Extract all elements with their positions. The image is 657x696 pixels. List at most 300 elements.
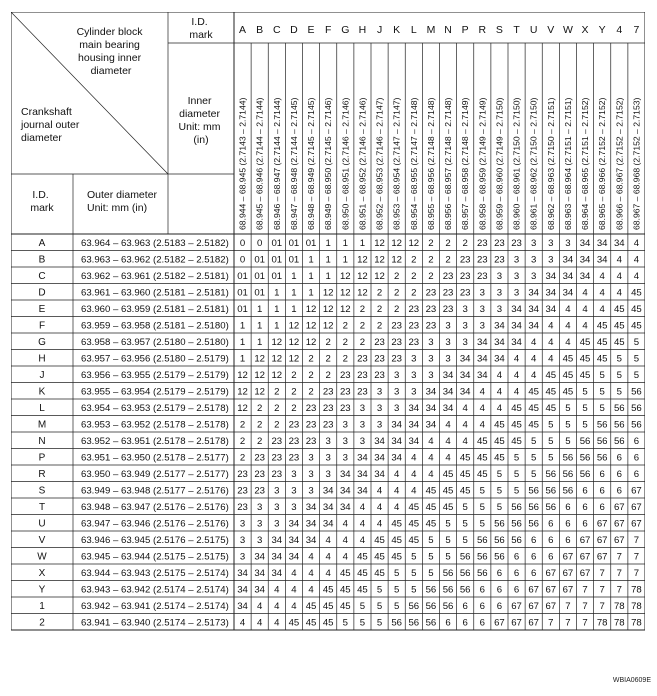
grade-cell: 34 (288, 534, 300, 546)
grade-cell: 45 (494, 419, 505, 431)
grade-cell: 23 (322, 386, 334, 398)
block-label-line-3: housing inner (78, 52, 142, 64)
grade-cell: 5 (479, 501, 485, 513)
grade-cell: 5 (513, 452, 520, 464)
grade-cell: 4 (445, 419, 451, 431)
grade-cell: 5 (548, 452, 554, 464)
grade-cell: 45 (408, 518, 420, 530)
grade-cell: 45 (374, 551, 385, 563)
grade-cell: 45 (391, 518, 403, 530)
grade-cell: 5 (633, 336, 640, 348)
inner-label-line-4: (in) (193, 134, 209, 146)
grade-cell: 12 (374, 237, 385, 249)
grade-cell: 56 (459, 584, 471, 596)
grade-cell: 6 (565, 501, 571, 513)
grade-cell: 23 (374, 369, 385, 381)
grade-cell: 45 (459, 468, 471, 480)
row-marks (37, 238, 47, 629)
grade-cell: 23 (442, 287, 454, 299)
journal-outer-diameter-label (20, 106, 82, 144)
grade-cell: 45 (545, 369, 557, 381)
grade-cell: 56 (459, 551, 471, 563)
grade-cell: 5 (394, 584, 400, 596)
row-range: 63.961 – 63.960 (2.5181 – 2.5181) (81, 287, 229, 299)
grade-cell: 4 (548, 353, 554, 365)
grade-cell: 7 (565, 617, 571, 629)
grade-cell: 67 (545, 600, 557, 612)
grade-cell: 45 (391, 551, 403, 563)
grade-cell: 45 (374, 534, 385, 546)
column-range: 68.964 – 68.965 (2.7151 – 2.7152) (580, 97, 591, 230)
grade-cell: 12 (339, 270, 351, 282)
row-range: 63.957 – 63.956 (2.5180 – 2.5179) (81, 353, 229, 365)
grade-cell: 12 (391, 237, 403, 249)
grade-cell: 5 (616, 386, 622, 398)
grade-cell: 3 (342, 452, 348, 464)
grade-cell: 6 (565, 534, 571, 546)
grade-cell: 23 (322, 402, 334, 414)
grade-cell: 12 (391, 254, 403, 266)
grade-cell: 67 (562, 584, 574, 596)
grade-cell: 4 (274, 584, 280, 596)
grade-cell: 78 (631, 617, 642, 629)
grade-cell: 2 (359, 320, 366, 332)
grade-cell: 56 (494, 518, 505, 530)
grade-cell: 5 (599, 386, 605, 398)
grade-cell: 4 (274, 617, 280, 629)
grade-cell: 12 (357, 287, 368, 299)
grade-cell: 34 (511, 320, 522, 332)
grade-cell: 34 (596, 254, 608, 266)
grade-cell: 34 (408, 419, 420, 431)
grade-cell: 3 (394, 369, 400, 381)
grade-cell: 45 (322, 584, 334, 596)
column-mark: H (358, 24, 367, 36)
grade-cell: 45 (339, 567, 351, 579)
grade-cell: 45 (511, 402, 522, 414)
grade-cell: 3 (496, 303, 503, 315)
grade-cell: 34 (459, 369, 471, 381)
grade-cell: 67 (562, 567, 574, 579)
row-mark: L (39, 402, 45, 414)
grade-cell: 45 (596, 336, 608, 348)
inner-label-line-2: diameter (179, 108, 220, 120)
grade-cell: 23 (494, 237, 505, 249)
grade-cell: 2 (445, 237, 451, 249)
grade-cell: 3 (445, 336, 451, 348)
grade-cell: 45 (562, 386, 574, 398)
journal-label-line-1: Crankshaft (21, 106, 72, 118)
grade-cell: 34 (271, 534, 283, 546)
grade-cell: 1 (308, 287, 314, 299)
row-mark: B (38, 254, 46, 266)
grade-cell: 67 (579, 534, 591, 546)
row-range: 63.954 – 63.953 (2.5179 – 2.5178) (81, 402, 229, 414)
column-mark: S (495, 24, 503, 36)
grade-cell: 4 (325, 567, 331, 579)
grade-cell: 12 (408, 237, 420, 249)
row-mark: M (37, 419, 47, 431)
grade-cell: 67 (631, 501, 642, 513)
grade-cell: 5 (565, 419, 571, 431)
grade-cell: 4 (599, 303, 605, 315)
grade-cell: 34 (408, 402, 420, 414)
grade-cell: 34 (425, 386, 437, 398)
grade-cell: 7 (582, 617, 588, 629)
grade-cell: 5 (428, 551, 434, 563)
row-mark: H (38, 353, 46, 365)
row-range: 63.956 – 63.955 (2.5179 – 2.5179) (81, 369, 229, 381)
grade-cell: 34 (357, 485, 368, 497)
grade-cell: 23 (254, 452, 266, 464)
grade-cell: 45 (408, 534, 420, 546)
grade-cell: 2 (257, 419, 263, 431)
grade-cell: 45 (442, 501, 454, 513)
grade-cell: 7 (616, 584, 622, 596)
grade-cell: 5 (376, 600, 383, 612)
grade-cell: 23 (391, 320, 403, 332)
grade-cell: 4 (548, 336, 554, 348)
grade-cell: 45 (631, 320, 642, 332)
grade-cell: 34 (374, 435, 385, 447)
grade-cell: 7 (616, 567, 622, 579)
grade-cell: 4 (376, 518, 383, 530)
grade-cell: 1 (342, 254, 348, 266)
column-range: 68.967 – 68.968 (2.7152 – 2.7153) (631, 97, 642, 230)
grade-cell: 45 (425, 501, 437, 513)
grade-cell: 0 (257, 237, 263, 249)
grade-cell: 3 (325, 435, 331, 447)
column-mark: C (273, 24, 281, 36)
grade-cell: 6 (599, 485, 605, 497)
grade-cell: 12 (357, 270, 368, 282)
grade-cell: 3 (428, 369, 434, 381)
bearing-selection-table (11, 12, 645, 631)
grade-cell: 34 (442, 386, 454, 398)
grade-cell: 23 (459, 254, 471, 266)
grade-cell: 23 (374, 336, 385, 348)
grade-cell: 56 (391, 617, 403, 629)
column-mark: L (410, 24, 417, 36)
grade-cell: 23 (357, 369, 368, 381)
grade-cell: 12 (254, 369, 266, 381)
grade-cell: 23 (271, 435, 283, 447)
grade-cell: 56 (562, 452, 574, 464)
grade-cell: 7 (633, 534, 640, 546)
column-mark: P (461, 24, 469, 36)
column-mark: E (307, 24, 315, 36)
grade-cell: 5 (411, 551, 417, 563)
grade-cell: 4 (428, 452, 434, 464)
grade-cell: 1 (257, 303, 263, 315)
row-range: 63.943 – 63.942 (2.5174 – 2.5174) (81, 584, 229, 596)
outer-diameter-label (87, 189, 160, 214)
grade-cell: 3 (274, 485, 280, 497)
grade-cell: 5 (359, 600, 366, 612)
grade-cell: 23 (271, 468, 283, 480)
grade-cell: 56 (459, 567, 471, 579)
grade-cell: 4 (257, 600, 263, 612)
grade-cell: 45 (288, 617, 300, 629)
row-range: 63.945 – 63.944 (2.5175 – 2.5175) (81, 551, 229, 563)
grade-cell: 3 (531, 270, 537, 282)
grade-cell: 6 (616, 485, 622, 497)
journal-label-line-2: journal outer (21, 119, 80, 131)
column-mark: R (478, 24, 487, 36)
grade-cell: 12 (271, 353, 283, 365)
row-mark: X (38, 567, 46, 579)
grade-cell: 34 (476, 369, 488, 381)
grade-cell: 56 (408, 617, 420, 629)
grade-cell: 3 (548, 254, 554, 266)
block-label-line-1: Cylinder block (76, 26, 143, 38)
grade-cell: 78 (613, 600, 625, 612)
grade-cell: 45 (425, 518, 437, 530)
grade-cell: 1 (291, 287, 297, 299)
grade-cell: 23 (237, 468, 248, 480)
grade-cell: 2 (239, 452, 246, 464)
column-range: 68.951 – 68.952 (2.7146 – 2.7146) (357, 97, 368, 230)
grade-cell: 3 (496, 270, 503, 282)
grade-cell: 67 (613, 534, 625, 546)
journal-label-line-3: diameter (21, 132, 62, 144)
grade-cell: 4 (513, 353, 520, 365)
block-inner-diameter-label (77, 26, 146, 77)
grade-cell: 3 (394, 386, 400, 398)
grade-cell: 4 (531, 336, 537, 348)
row-mark: P (38, 452, 46, 464)
grade-cell: 1 (274, 303, 280, 315)
grade-cell: 3 (376, 402, 383, 414)
grade-cell: 3 (462, 320, 468, 332)
grade-cell: 56 (442, 584, 454, 596)
grade-cell: 23 (237, 485, 248, 497)
grade-cell: 1 (325, 237, 331, 249)
grade-cell: 34 (494, 320, 505, 332)
grade-cell: 4 (411, 485, 417, 497)
grade-cell: 3 (513, 254, 520, 266)
grade-cell: 34 (528, 287, 540, 299)
grade-cell: 2 (308, 386, 314, 398)
column-range: 68.958 – 68.959 (2.7149 – 2.7149) (477, 97, 488, 230)
grade-cell: 34 (305, 518, 317, 530)
grade-cell: 56 (511, 501, 522, 513)
grade-cell: 2 (342, 353, 348, 365)
grade-cell: 6 (462, 617, 468, 629)
grade-cell: 45 (459, 485, 471, 497)
grade-cell: 4 (308, 584, 314, 596)
grade-cell: 12 (305, 320, 317, 332)
grade-cell: 45 (528, 402, 540, 414)
grade-cell: 1 (342, 237, 348, 249)
block-label-line-4: diameter (90, 65, 132, 77)
grade-cell: 3 (513, 287, 520, 299)
grade-cell: 34 (237, 600, 248, 612)
grade-cell: 56 (442, 600, 454, 612)
grade-cell: 4 (582, 287, 588, 299)
grade-cell: 34 (322, 485, 334, 497)
inner-diameter-label (179, 95, 224, 146)
grade-cell: 12 (237, 369, 248, 381)
grade-cell: 23 (357, 386, 368, 398)
grade-cell: 4 (616, 270, 622, 282)
grade-cell: 45 (494, 435, 505, 447)
grade-cell: 3 (479, 320, 485, 332)
grade-cell: 12 (288, 336, 300, 348)
grade-cell: 5 (496, 468, 503, 480)
grade-cell: 4 (376, 485, 383, 497)
grade-cell: 3 (428, 353, 434, 365)
column-mark: W (562, 24, 573, 36)
grade-cell: 2 (359, 303, 366, 315)
grade-cell: 3 (291, 485, 297, 497)
grade-cell: 12 (288, 320, 300, 332)
grade-cell: 01 (271, 254, 283, 266)
row-range: 63.950 – 63.949 (2.5177 – 2.5177) (81, 468, 229, 480)
grade-cell: 56 (442, 567, 454, 579)
grade-cell: 12 (374, 270, 385, 282)
grade-cell: 12 (305, 336, 317, 348)
column-range: 68.960 – 68.961 (2.7150 – 2.7150) (511, 97, 522, 230)
grade-cell: 78 (631, 600, 642, 612)
grade-cell: 45 (613, 336, 625, 348)
grade-cell: 34 (391, 452, 403, 464)
grade-cell: 2 (462, 237, 468, 249)
grade-cell: 45 (562, 369, 574, 381)
grade-cell: 2 (376, 320, 383, 332)
grade-cell: 34 (322, 518, 334, 530)
grade-cell: 45 (339, 584, 351, 596)
column-mark: M (426, 24, 436, 36)
grade-cell: 7 (599, 600, 605, 612)
column-range: 68.949 – 68.950 (2.7145 – 2.7146) (323, 97, 334, 230)
row-mark: D (38, 287, 46, 299)
column-mark: F (324, 24, 332, 36)
grade-cell: 67 (511, 600, 522, 612)
grade-cell: 23 (442, 270, 454, 282)
grade-cell: 4 (239, 617, 246, 629)
row-range: 63.947 – 63.946 (2.5176 – 2.5176) (81, 518, 229, 530)
grade-cell: 34 (494, 353, 505, 365)
row-mark: U (38, 518, 46, 530)
grade-cell: 6 (616, 452, 622, 464)
row-mark: F (38, 320, 46, 332)
grade-cell: 23 (511, 237, 522, 249)
grade-cell: 56 (528, 485, 540, 497)
grade-cell: 6 (513, 584, 520, 596)
grade-cell: 5 (342, 617, 348, 629)
grade-cell: 6 (548, 518, 554, 530)
grade-cell: 1 (291, 270, 297, 282)
grade-cell: 23 (339, 369, 351, 381)
grade-cell: 5 (394, 600, 400, 612)
row-range: 63.944 – 63.943 (2.5175 – 2.5174) (81, 567, 229, 579)
grade-cell: 2 (308, 353, 314, 365)
grade-cell: 23 (476, 270, 488, 282)
grade-cell: 3 (531, 237, 537, 249)
grade-cell: 2 (411, 254, 417, 266)
grade-cell: 4 (513, 369, 520, 381)
grade-cell: 56 (562, 485, 574, 497)
grade-cell: 3 (291, 501, 297, 513)
grade-cell: 23 (339, 402, 351, 414)
grade-cell: 5 (445, 534, 451, 546)
grade-cell: 45 (511, 435, 522, 447)
grade-cell: 12 (322, 320, 334, 332)
grade-cell: 56 (425, 617, 437, 629)
grade-cell: 2 (394, 270, 400, 282)
grade-cell: 4 (582, 303, 588, 315)
grade-cell: 1 (257, 336, 263, 348)
grade-cell: 2 (428, 237, 434, 249)
grade-cell: 34 (305, 534, 317, 546)
column-range: 68.950 – 68.951 (2.7146 – 2.7146) (340, 97, 351, 230)
grade-cell: 01 (237, 287, 248, 299)
grade-cell: 2 (342, 336, 348, 348)
grade-cell: 34 (357, 452, 368, 464)
grade-cell: 1 (274, 287, 280, 299)
column-mark: X (581, 24, 589, 36)
row-range: 63.960 – 63.959 (2.5181 – 2.5181) (81, 303, 229, 315)
grade-cell: 45 (579, 369, 591, 381)
grade-cell: 7 (599, 567, 605, 579)
grade-cell: 34 (545, 270, 557, 282)
grade-cell: 3 (359, 402, 366, 414)
grade-cell: 67 (562, 551, 574, 563)
grade-cell: 3 (445, 320, 451, 332)
grade-cell: 6 (548, 551, 554, 563)
grade-cell: 45 (596, 320, 608, 332)
grade-cell: 5 (359, 617, 366, 629)
row-mark: 2 (39, 617, 45, 629)
row-mark: Y (38, 584, 46, 596)
column-range: 68.947 – 68.948 (2.7144 – 2.7145) (288, 97, 299, 230)
grade-cell: 3 (325, 452, 331, 464)
grade-cell: 67 (613, 518, 625, 530)
grade-cell: 6 (633, 452, 640, 464)
grade-cell: 23 (254, 485, 266, 497)
grade-cell: 3 (513, 270, 520, 282)
grade-cell: 3 (376, 386, 383, 398)
row-range: 63.948 – 63.947 (2.5176 – 2.5176) (81, 501, 229, 513)
grade-cell: 56 (631, 419, 642, 431)
grade-cell: 34 (459, 353, 471, 365)
column-mark: U (529, 24, 538, 36)
grade-cell: 5 (411, 567, 417, 579)
grade-cell: 34 (562, 254, 574, 266)
grade-cell: 5 (376, 584, 383, 596)
grade-cell: 78 (596, 617, 608, 629)
row-mark: W (37, 551, 47, 563)
grade-cell: 5 (599, 369, 605, 381)
grade-cell: 12 (254, 386, 266, 398)
grade-cell: 2 (376, 287, 383, 299)
grade-cell: 4 (445, 435, 451, 447)
grade-cell: 34 (391, 419, 403, 431)
grade-cell: 23 (339, 386, 351, 398)
grade-cell: 34 (476, 353, 488, 365)
grade-cell: 2 (394, 287, 400, 299)
grade-cell: 5 (462, 518, 468, 530)
grade-cell: 45 (494, 452, 505, 464)
grade-cell: 4 (565, 303, 571, 315)
grade-cell: 56 (579, 468, 591, 480)
grade-cell: 5 (582, 402, 588, 414)
grade-cell: 5 (616, 369, 622, 381)
grade-cell: 45 (579, 353, 591, 365)
grade-cell: 67 (545, 584, 557, 596)
column-marks (239, 24, 639, 36)
